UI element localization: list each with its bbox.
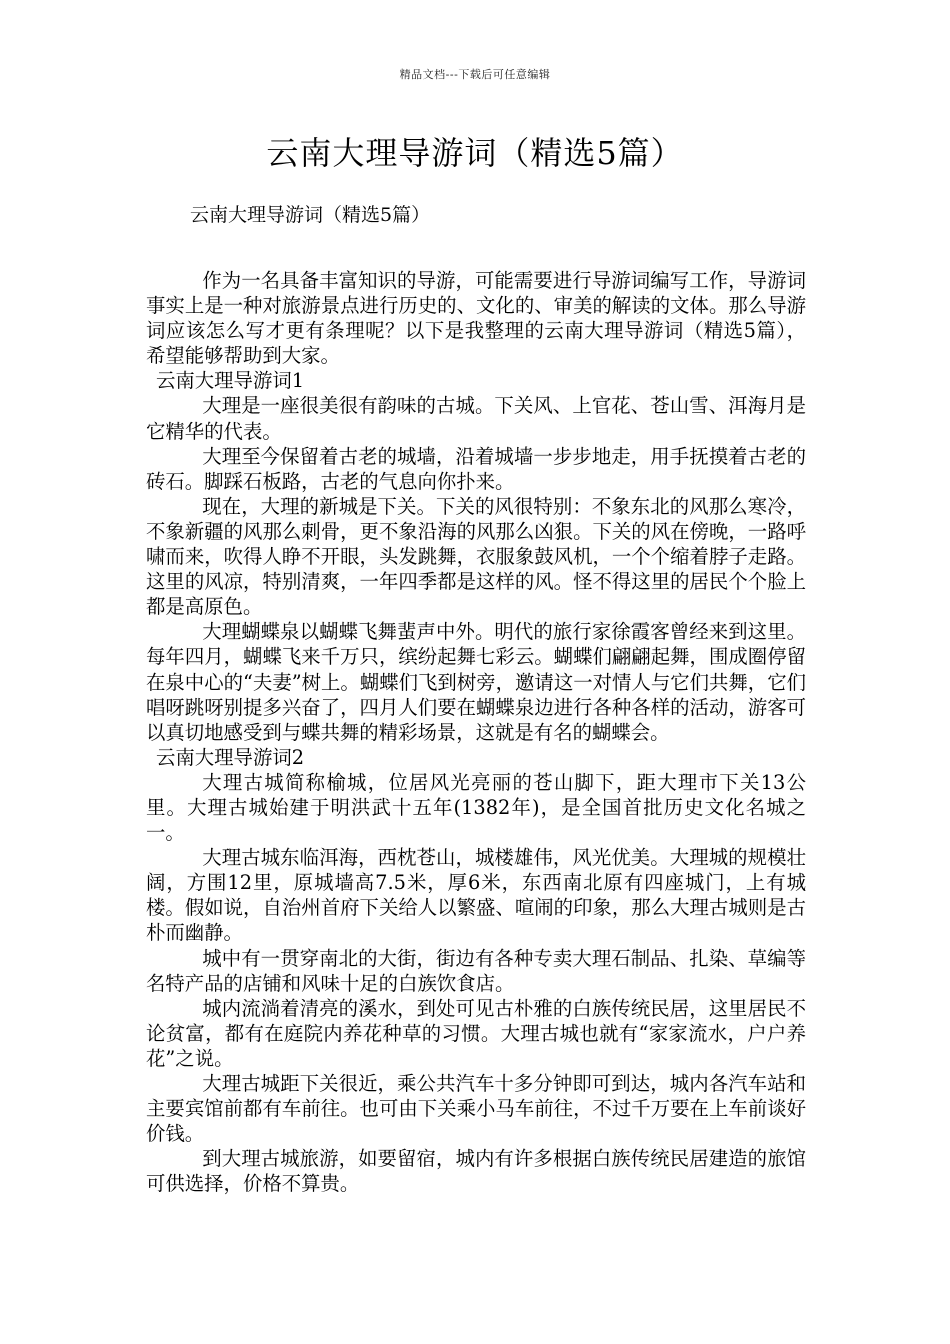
page-header: 精品文档---下载后可任意编辑 [399, 68, 551, 81]
paragraph: 到大理古城旅游，如要留宿，城内有许多根据白族传统民居建造的旅馆可供选择，价格不算贵。 [146, 1147, 806, 1196]
section-heading-1: 云南大理导游词1 [156, 369, 305, 393]
paragraph: 大理至今保留着古老的城墙，沿着城墙一步步地走，用手抚摸着古老的砖石。脚踩石板路，古老的气息向你扑来。 [146, 444, 806, 493]
paragraph: 大理是一座很美很有韵味的古城。下关风、上官花、苍山雪、洱海月是它精华的代表。 [146, 394, 806, 443]
paragraph: 现在，大理的新城是下关。下关的风很特别：不象东北的风那么寒冷，不象新疆的风那么刺骨，更不象沿海的风那么凶狠。下关的风在傍晚，一路呼啸而来，吹得人睁不开眼，头发跳舞，衣服象鼓风机，一个个缩着脖子走路。这里的风凉，特别清爽，一年四季都是这样的风。怪不得这里的居民个个脸上都是高原色。 [146, 494, 806, 619]
paragraph: 大理古城东临洱海，西枕苍山，城楼雄伟，风光优美。大理城的规模壮阔，方围12里，原城墙高7.5米，厚6米，东西南北原有四座城门，上有城楼。假如说，自治州首府下关给人以繁盛、喧闹的印象，那么大理古城则是古朴而幽静。 [146, 846, 806, 945]
paragraph: 大理蝴蝶泉以蝴蝶飞舞蜚声中外。明代的旅行家徐霞客曾经来到这里。每年四月，蝴蝶飞来千万只，缤纷起舞七彩云。蝴蝶们翩翩起舞，围成圈停留在泉中心的“夫妻”树上。蝴蝶们飞到树旁，邀请这一对情人与它们共舞，它们唱呀跳呀别提多兴奋了，四月人们要在蝴蝶泉边进行各种各样的活动，游客可以真切地感受到与蝶共舞的精彩场景，这就是有名的蝴蝶会。 [146, 620, 806, 744]
section-heading-2: 云南大理导游词2 [156, 745, 305, 769]
paragraph: 城中有一贯穿南北的大街，街边有各种专卖大理石制品、扎染、草编等名特产品的店铺和风味十足的白族饮食店。 [146, 946, 806, 995]
document-title: 云南大理导游词（精选5篇） [266, 134, 684, 172]
paragraph: 大理古城简称榆城，位居风光亮丽的苍山脚下，距大理市下关13公里。大理古城始建于明洪武十五年(1382年)，是全国首批历史文化名城之一。 [146, 770, 806, 845]
document-subtitle: 云南大理导游词（精选5篇） [190, 204, 431, 226]
document-body [146, 268, 806, 1196]
paragraph: 大理古城距下关很近，乘公共汽车十多分钟即可到达，城内各汽车站和主要宾馆前都有车前往。也可由下关乘小马车前往，不过千万要在上车前谈好价钱。 [146, 1072, 806, 1146]
paragraph: 城内流淌着清亮的溪水，到处可见古朴雅的白族传统民居，这里居民不论贫富，都有在庭院内养花种草的习惯。大理古城也就有“家家流水，户户养花”之说。 [146, 996, 806, 1070]
intro-paragraph: 作为一名具备丰富知识的导游，可能需要进行导游词编写工作，导游词事实上是一种对旅游景点进行历史的、文化的、审美的解读的文体。那么导游词应该怎么写才更有条理呢？以下是我整理的云南大理导游词（精选5篇），希望能够帮助到大家。 [146, 269, 806, 368]
